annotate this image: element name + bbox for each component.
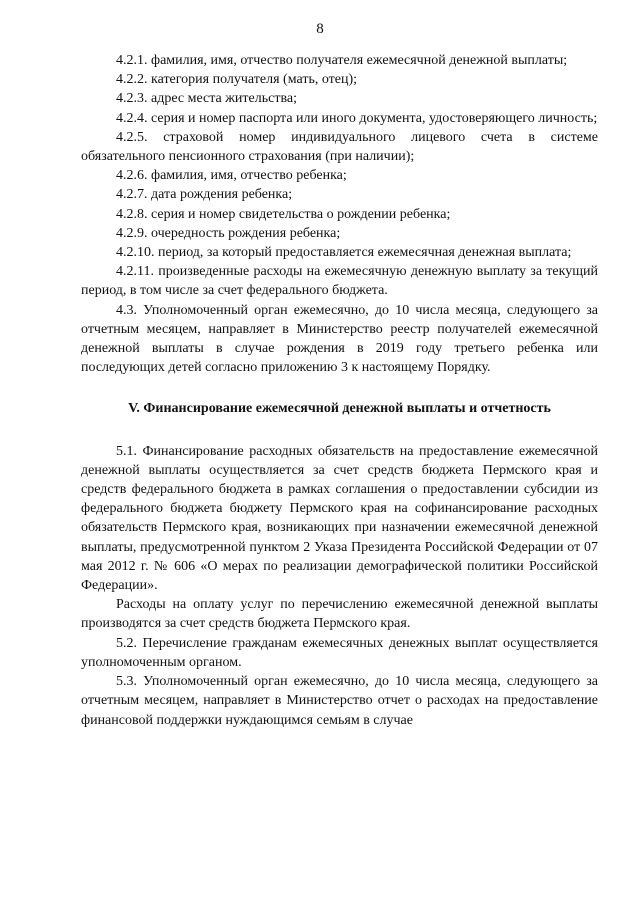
paragraph-5-1: 5.1. Финансирование расходных обязательств на предоставление ежемесячной денежной выплаты осуществляется за счет средств бюджета Пермского края и средств федерального бюджета в рамках соглашения о предоставлении субсидии из федерального бюджета бюджету Пермского края на софинансирование расходных обязательств Пермского края, возникающих при назначении ежемесячной денежной выплаты, предусмотренной пунктом 2 Указа Президента Российской Федерации от 07 мая 2012 г. № 606 «О мерах по реализации демографической политики Российской Федерации». [81, 443, 598, 594]
paragraph-5-1-expenses: Расходы на оплату услуг по перечислению ежемесячной денежной выплаты производятся за счет средств бюджета Пермского края. [81, 597, 598, 632]
document-body [81, 51, 598, 730]
item-4-2-6: 4.2.6. фамилия, имя, отчество ребенка; [116, 168, 347, 184]
item-4-2-2: 4.2.2. категория получателя (мать, отец); [116, 72, 358, 88]
paragraph-5-2: 5.2. Перечисление гражданам ежемесячных денежных выплат осуществляется уполномоченным органом. [81, 635, 598, 670]
page-number: 8 [316, 21, 324, 37]
item-4-2-11: 4.2.11. произведенные расходы на ежемесячную денежную выплату за текущий период, в том числе за счет федерального бюджета. [81, 264, 598, 299]
item-4-2-3: 4.2.3. адрес места жительства; [116, 91, 297, 107]
paragraph-5-3: 5.3. Уполномоченный орган ежемесячно, до 10 числа месяца, следующего за отчетным месяцем, направляет в Министерство отчет о расходах на предоставление финансовой поддержки нуждающимся семьям в случае [81, 674, 598, 728]
section-v-heading: V. Финансирование ежемесячной денежной выплаты и отчетность [128, 401, 551, 417]
item-4-2-5: 4.2.5. страховой номер индивидуального лицевого счета в системе обязательного пенсионного страхования (при наличии); [81, 129, 598, 165]
item-4-2-1: 4.2.1. фамилия, имя, отчество получателя ежемесячной денежной выплаты; [116, 53, 568, 68]
paragraph-4-3: 4.3. Уполномоченный орган ежемесячно, до 10 числа месяца, следующего за отчетным месяцем, направляет в Министерство реестр получателей ежемесячной денежной выплаты в случае рождения в 2019 году третьего ребенка или последующих детей согласно приложению 3 к настоящему Порядку. [81, 302, 598, 376]
item-4-2-10: 4.2.10. период, за который предоставляется ежемесячная денежная выплата; [116, 245, 572, 261]
item-4-2-4: 4.2.4. серия и номер паспорта или иного документа, удостоверяющего личность; [116, 110, 598, 126]
item-4-2-8: 4.2.8. серия и номер свидетельства о рождении ребенка; [116, 206, 451, 222]
item-4-2-7: 4.2.7. дата рождения ребенка; [116, 187, 293, 203]
item-4-2-9: 4.2.9. очередность рождения ребенка; [116, 225, 341, 241]
